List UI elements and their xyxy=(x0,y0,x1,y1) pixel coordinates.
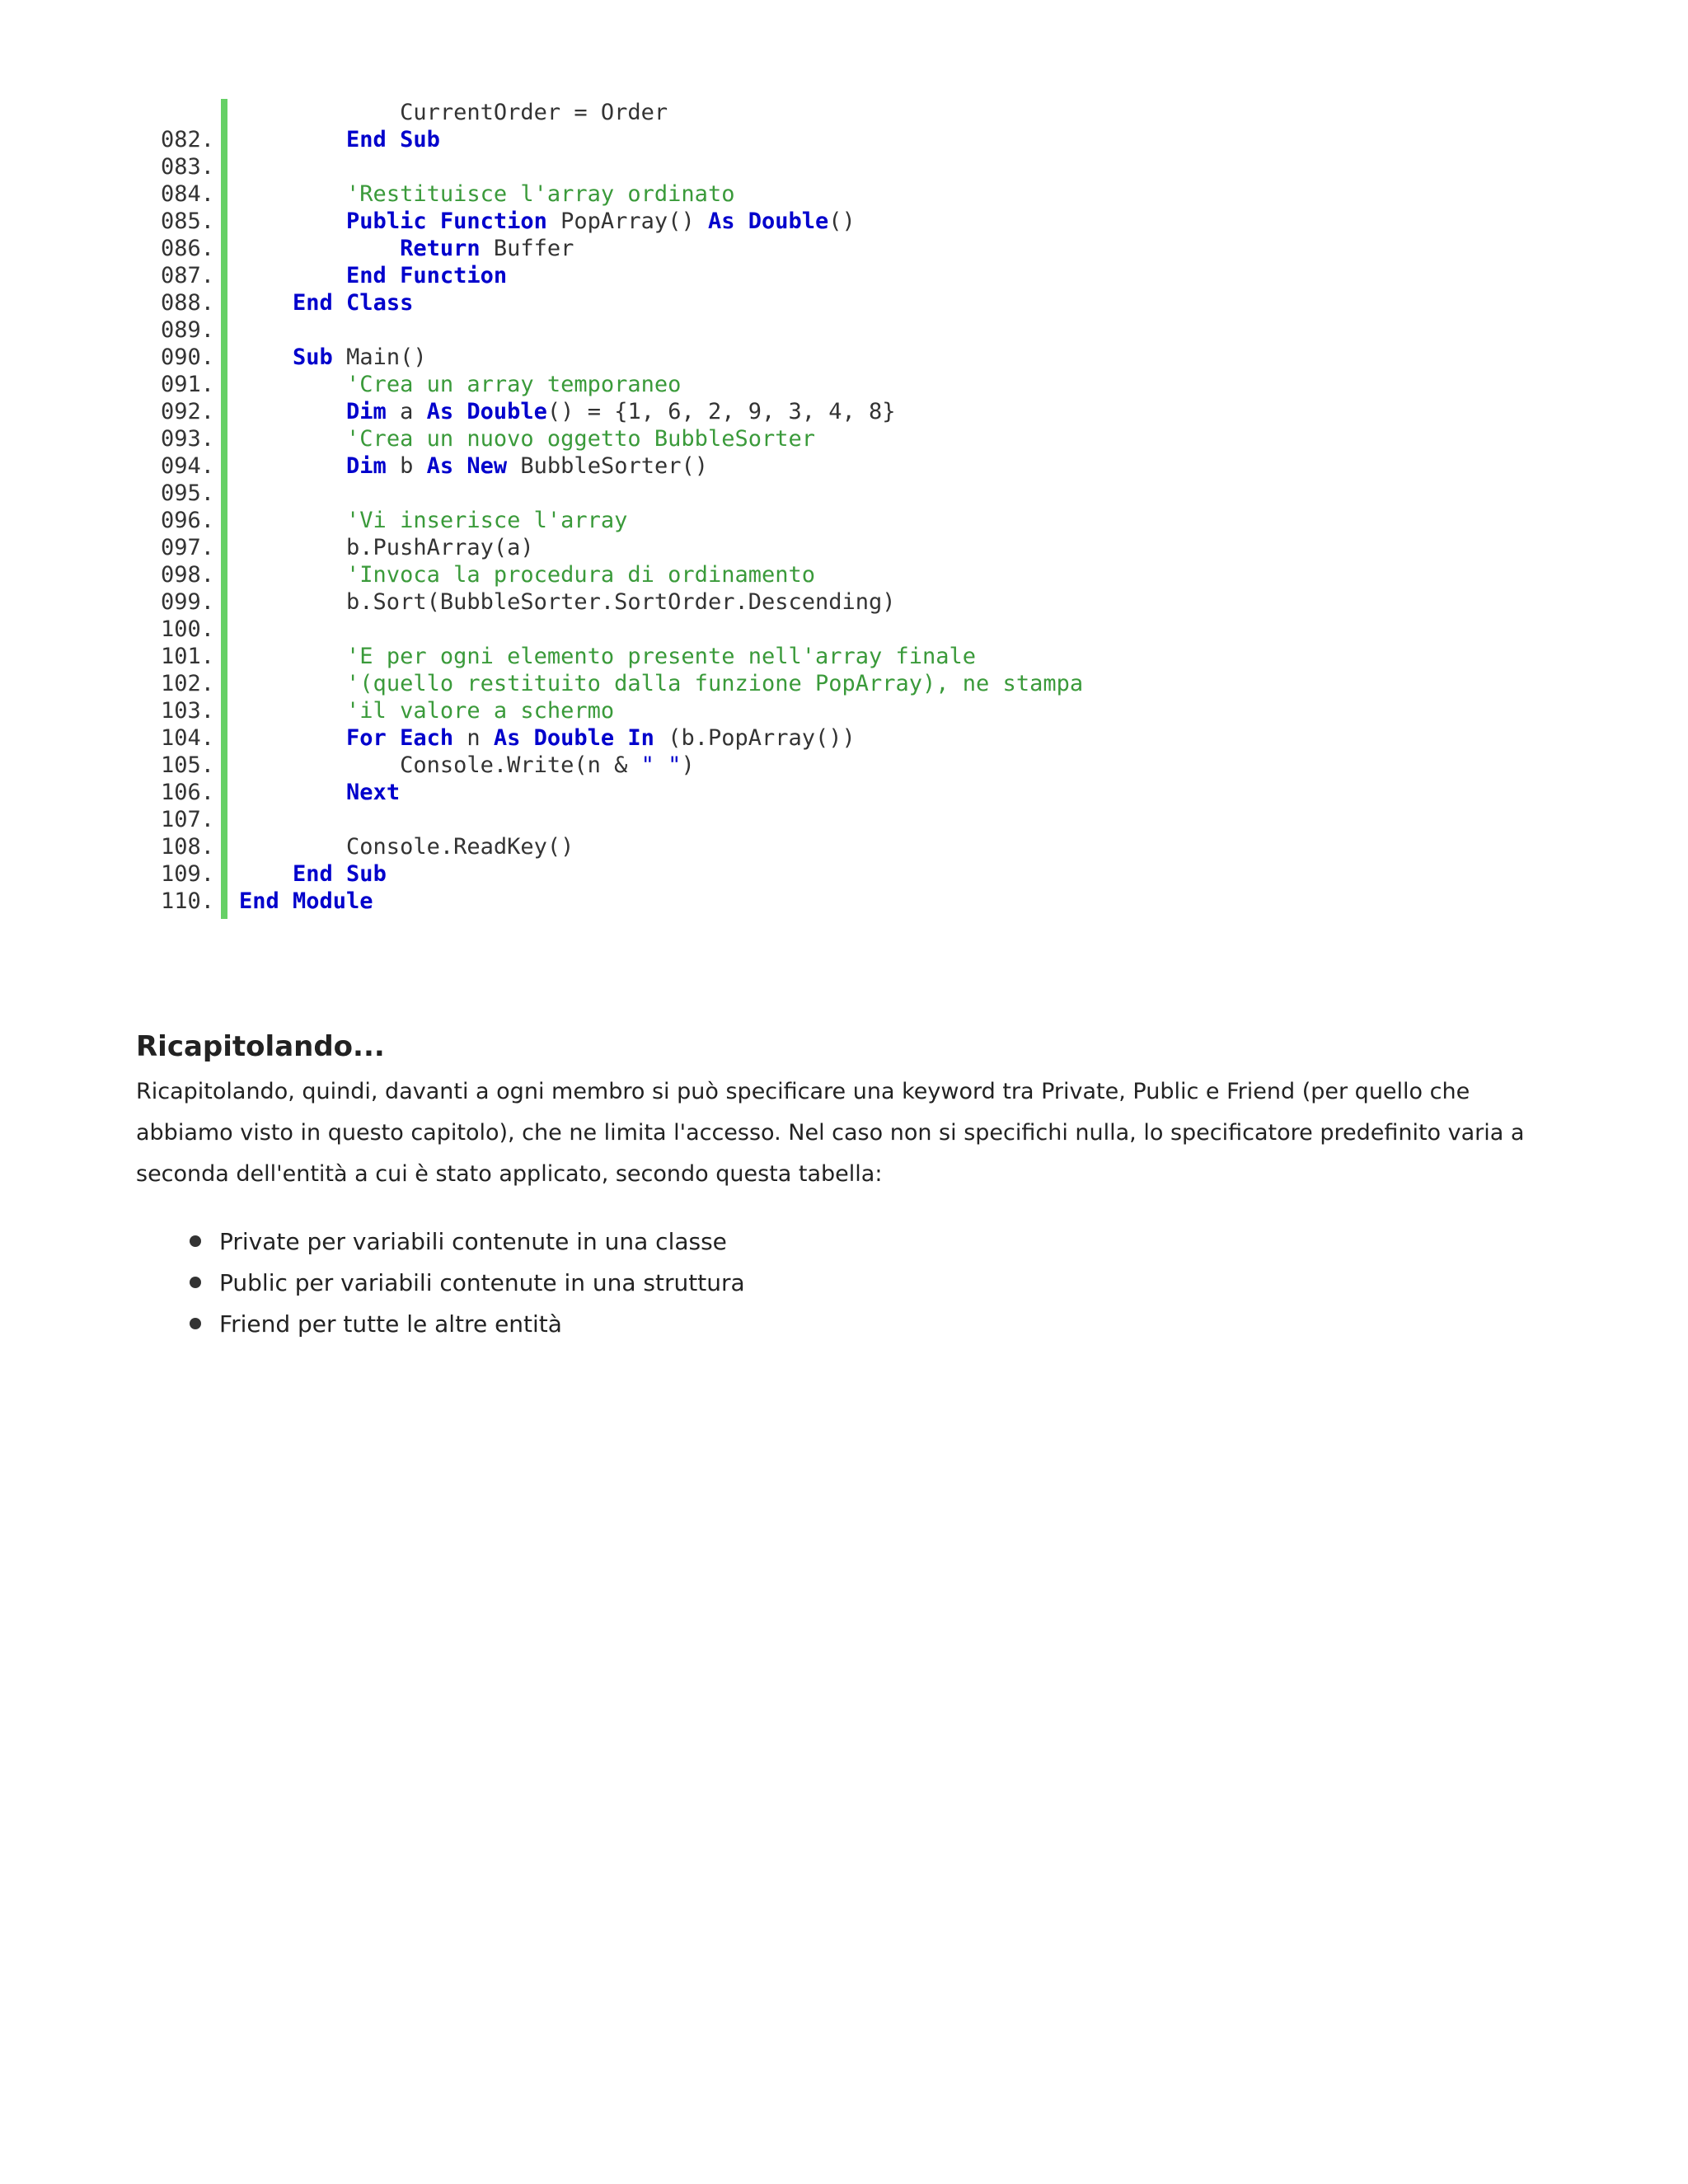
code-text xyxy=(239,126,440,153)
code-token: As New xyxy=(426,453,508,479)
code-line xyxy=(124,588,896,616)
code-text xyxy=(239,588,896,616)
code-token: " " xyxy=(640,752,682,778)
line-number: 090. xyxy=(160,344,214,370)
code-token: Main() xyxy=(332,344,427,370)
code-token: End Module xyxy=(239,888,373,914)
code-token xyxy=(239,508,346,533)
code-token: PopArray() xyxy=(546,209,708,234)
code-token xyxy=(239,671,346,696)
code-line xyxy=(124,860,387,888)
code-text xyxy=(239,561,815,588)
code-text xyxy=(239,697,614,724)
code-token: ) xyxy=(681,752,695,778)
code-text xyxy=(239,180,734,208)
code-line xyxy=(124,888,373,915)
code-text xyxy=(239,860,387,888)
list-item-text: Public per variabili contenute in una struttura xyxy=(219,1269,745,1296)
code-line xyxy=(124,344,427,371)
code-text xyxy=(239,752,695,779)
line-number: 094. xyxy=(160,453,214,479)
line-number: 109. xyxy=(160,861,214,887)
list-item xyxy=(190,1263,745,1304)
code-token: Sub xyxy=(293,344,333,370)
code-text xyxy=(239,289,413,316)
line-number: 100. xyxy=(160,616,214,642)
code-token xyxy=(239,344,293,370)
code-token xyxy=(239,426,346,452)
code-token xyxy=(239,644,346,669)
list-item-text: Friend per tutte le altre entità xyxy=(219,1310,562,1338)
code-token: n xyxy=(453,725,494,751)
line-number: 089. xyxy=(160,317,214,343)
code-token xyxy=(239,780,346,805)
code-token: 'Restituisce l'array ordinato xyxy=(346,181,735,207)
bullet-icon xyxy=(190,1277,201,1288)
code-text xyxy=(239,779,400,806)
summary-paragraph: Ricapitolando, quindi, davanti a ogni membro si può specificare una keyword tra Private, Public e Friend (per quello che abbiamo visto in questo capitolo), che ne limita l'accesso. Nel caso non si specifichi nulla, lo specificatore predefinito varia a seconda dell'entità a cui è stato applicato, secondo questa tabella: xyxy=(136,1079,1525,1187)
line-number: 102. xyxy=(160,671,214,696)
code-token: For Each xyxy=(346,725,454,751)
code-line xyxy=(124,643,977,670)
code-token: 'Invoca la procedura di ordinamento xyxy=(346,562,815,588)
line-number: 093. xyxy=(160,426,214,452)
code-token: Console.ReadKey() xyxy=(239,834,574,860)
code-line xyxy=(124,208,856,235)
code-line xyxy=(124,616,214,643)
code-token xyxy=(239,263,346,288)
code-line xyxy=(124,398,896,425)
code-token: '(quello restituito dalla funzione PopArray), ne stampa xyxy=(346,671,1084,696)
line-number: 107. xyxy=(160,807,214,832)
code-token: End Class xyxy=(293,290,414,316)
code-line xyxy=(124,262,508,289)
code-line xyxy=(124,126,440,153)
code-token: As Double xyxy=(426,399,547,424)
line-number: 092. xyxy=(160,399,214,424)
code-token: Buffer xyxy=(480,236,574,261)
line-number: 098. xyxy=(160,562,214,588)
line-number: 105. xyxy=(160,752,214,778)
code-text xyxy=(239,371,681,398)
code-line xyxy=(124,833,574,860)
code-token: b.Sort(BubbleSorter.SortOrder.Descending) xyxy=(239,589,896,615)
code-token xyxy=(239,562,346,588)
code-line xyxy=(124,480,214,507)
code-line xyxy=(124,534,534,561)
code-token: a xyxy=(386,399,427,424)
code-line xyxy=(124,180,735,208)
line-number: 110. xyxy=(160,888,214,914)
code-token: As Double xyxy=(707,209,829,234)
code-text xyxy=(239,344,427,371)
code-text xyxy=(239,398,896,425)
line-number: 091. xyxy=(160,372,214,397)
list-item xyxy=(190,1304,745,1345)
code-token: BubbleSorter() xyxy=(507,453,708,479)
line-number: 103. xyxy=(160,698,214,724)
list-item xyxy=(190,1221,745,1263)
code-line xyxy=(124,752,695,779)
code-token xyxy=(239,236,400,261)
code-text xyxy=(239,670,1083,697)
line-number: 104. xyxy=(160,725,214,751)
code-token: Dim xyxy=(346,453,387,479)
code-line xyxy=(124,724,856,752)
code-token: () xyxy=(828,209,856,234)
line-number: 099. xyxy=(160,589,214,615)
code-token: End Function xyxy=(346,263,508,288)
line-number: 108. xyxy=(160,834,214,860)
line-number: 084. xyxy=(160,181,214,207)
line-number: 086. xyxy=(160,236,214,261)
section-title: Ricapitolando... xyxy=(136,1030,385,1063)
code-gutter-bar xyxy=(221,99,227,919)
line-number: 088. xyxy=(160,290,214,316)
line-number: 087. xyxy=(160,263,214,288)
code-line xyxy=(124,670,1084,697)
bullet-icon xyxy=(190,1318,201,1329)
access-defaults-list xyxy=(190,1221,745,1345)
code-token: 'Vi inserisce l'array xyxy=(346,508,628,533)
line-number: 101. xyxy=(160,644,214,669)
code-token xyxy=(239,181,346,207)
line-number: 085. xyxy=(160,209,214,234)
code-line xyxy=(124,289,414,316)
code-text xyxy=(239,452,708,480)
code-token: 'Crea un nuovo oggetto BubbleSorter xyxy=(346,426,815,452)
line-number: 106. xyxy=(160,780,214,805)
code-token: Return xyxy=(400,236,481,261)
line-number: 082. xyxy=(160,127,214,152)
code-token: b.PushArray(a) xyxy=(239,535,534,560)
line-number: 096. xyxy=(160,508,214,533)
bullet-icon xyxy=(190,1235,201,1247)
code-text xyxy=(239,425,815,452)
code-text xyxy=(239,888,373,915)
code-token: b xyxy=(386,453,427,479)
code-token: 'Crea un array temporaneo xyxy=(346,372,682,397)
code-token: CurrentOrder = Order xyxy=(239,100,668,125)
code-text xyxy=(239,262,507,289)
code-text xyxy=(239,235,574,262)
code-token xyxy=(239,698,346,724)
code-line xyxy=(124,806,214,833)
code-line xyxy=(124,561,815,588)
code-token xyxy=(239,127,346,152)
code-text xyxy=(239,208,856,235)
code-token: As Double In xyxy=(493,725,654,751)
code-token: (b.PopArray()) xyxy=(654,725,856,751)
code-line xyxy=(124,452,708,480)
code-token: End Sub xyxy=(346,127,440,152)
code-line xyxy=(124,316,214,344)
code-line xyxy=(124,425,815,452)
code-token xyxy=(239,372,346,397)
code-token xyxy=(239,861,293,887)
code-token: 'il valore a schermo xyxy=(346,698,615,724)
code-line xyxy=(124,507,628,534)
code-text xyxy=(239,507,627,534)
code-token xyxy=(239,725,346,751)
line-number: 097. xyxy=(160,535,214,560)
code-token xyxy=(239,290,293,316)
code-text xyxy=(239,534,534,561)
code-line xyxy=(124,235,574,262)
code-line xyxy=(124,697,615,724)
code-token: 'E per ogni elemento presente nell'array finale xyxy=(346,644,977,669)
code-line xyxy=(124,99,668,126)
code-text xyxy=(239,833,574,860)
code-line xyxy=(124,371,682,398)
list-item-text: Private per variabili contenute in una classe xyxy=(219,1228,727,1255)
code-token xyxy=(239,399,346,424)
code-token: End Sub xyxy=(293,861,387,887)
code-token: Next xyxy=(346,780,401,805)
code-token: Public Function xyxy=(346,209,547,234)
line-number: 083. xyxy=(160,154,214,180)
code-token: Dim xyxy=(346,399,387,424)
code-token: Console.Write(n & xyxy=(239,752,641,778)
code-text xyxy=(239,99,668,126)
line-number: 095. xyxy=(160,480,214,506)
code-text xyxy=(239,724,856,752)
code-line xyxy=(124,153,214,180)
code-token xyxy=(239,209,346,234)
code-token: () = {1, 6, 2, 9, 3, 4, 8} xyxy=(546,399,896,424)
code-text xyxy=(239,643,976,670)
code-line xyxy=(124,779,401,806)
code-token xyxy=(239,453,346,479)
